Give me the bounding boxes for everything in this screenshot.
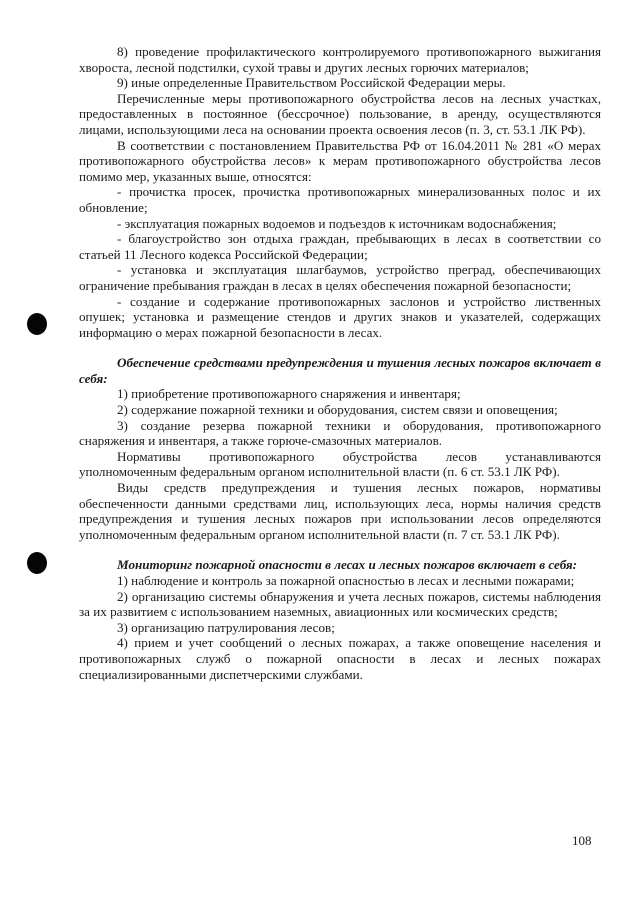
list-item: - прочистка просек, прочистка противопожарных минерализованных полос и их обновление; [79,184,601,215]
list-item: 1) наблюдение и контроль за пожарной опасностью в лесах и лесными пожарами; [117,573,575,588]
list-item: - установка и эксплуатация шлагбаумов, устройство преград, обеспечивающих ограничение пребывания граждан в лесах в целях обеспечения пожарной безопасности; [79,262,601,293]
list-item: - благоустройство зон отдыха граждан, пребывающих в лесах в соответствии со статьей 11 Лесного кодекса Российской Федерации; [79,231,601,262]
paragraph: В соответствии с постановлением Правительства РФ от 16.04.2011 № 281 «О мерах противопожарного обустройства лесов» к мерам противопожарного обустройства лесов помимо мер, указанных выше, относятся: [79,137,601,184]
list-item: 3) организацию патрулирования лесов; [117,619,335,635]
page-body [79,44,601,682]
paragraph: Виды средств предупреждения и тушения лесных пожаров, нормативы обеспеченности данными средствами лиц, использующих леса, нормы наличия средств предупреждения и тушения лесных пожаров при использовании лесов определяются уполномоченным федеральным органом исполнительной власти (п. 7 ст. 53.1 ЛК РФ). [79,480,601,542]
section-heading: Мониторинг пожарной опасности в лесах и лесных пожаров включает в себя: [117,557,578,573]
punch-hole [27,552,47,574]
list-item: - создание и содержание противопожарных заслонов и устройство лиственных опушек; установка и размещение стендов и других знаков и указателей, содержащих информацию о мерах пожарной безопасности в лесах. [79,293,601,340]
list-item: 1) приобретение противопожарного снаряжения и инвентаря; [117,386,461,402]
list-item: 3) создание резерва пожарной техники и оборудования, противопожарного снаряжения и инвентаря, а также горюче-смазочных материалов. [79,417,601,449]
list-item: 8) проведение профилактического контролируемого противопожарного выжигания хвороста, лесной подстилки, сухой травы и других лесных горючих материалов; [79,44,601,75]
paragraph: Нормативы противопожарного обустройства лесов устанавливаются уполномоченным федеральным органом исполнительной власти (п. 6 ст. 53.1 ЛК РФ). [79,448,601,480]
list-item: 9) иные определенные Правительством Российской Федерации меры. [117,75,506,91]
paragraph: Перечисленные меры противопожарного обустройства лесов на лесных участках, предоставленных в постоянное (бессрочное) пользование, в аренду, осуществляются лицами, использующими леса на основании проекта освоения лесов (п. 3, ст. 53.1 ЛК РФ). [79,90,601,137]
list-item: 2) содержание пожарной техники и оборудования, систем связи и оповещения; [117,402,558,418]
page-number: 108 [572,833,592,848]
list-item: 2) организацию системы обнаружения и учета лесных пожаров, системы наблюдения за их развитием с использованием наземных, авиационных или космических средств; [79,588,601,620]
section-heading: Обеспечение средствами предупреждения и тушения лесных пожаров включает в себя: [79,355,601,386]
punch-hole [27,313,47,335]
list-item: - эксплуатация пожарных водоемов и подъездов к источникам водоснабжения; [117,215,557,231]
list-item: 4) прием и учет сообщений о лесных пожарах, а также оповещение населения и противопожарных служб о пожарной опасности в лесах и лесных пожарах специализированными диспетчерскими службами. [79,635,601,682]
